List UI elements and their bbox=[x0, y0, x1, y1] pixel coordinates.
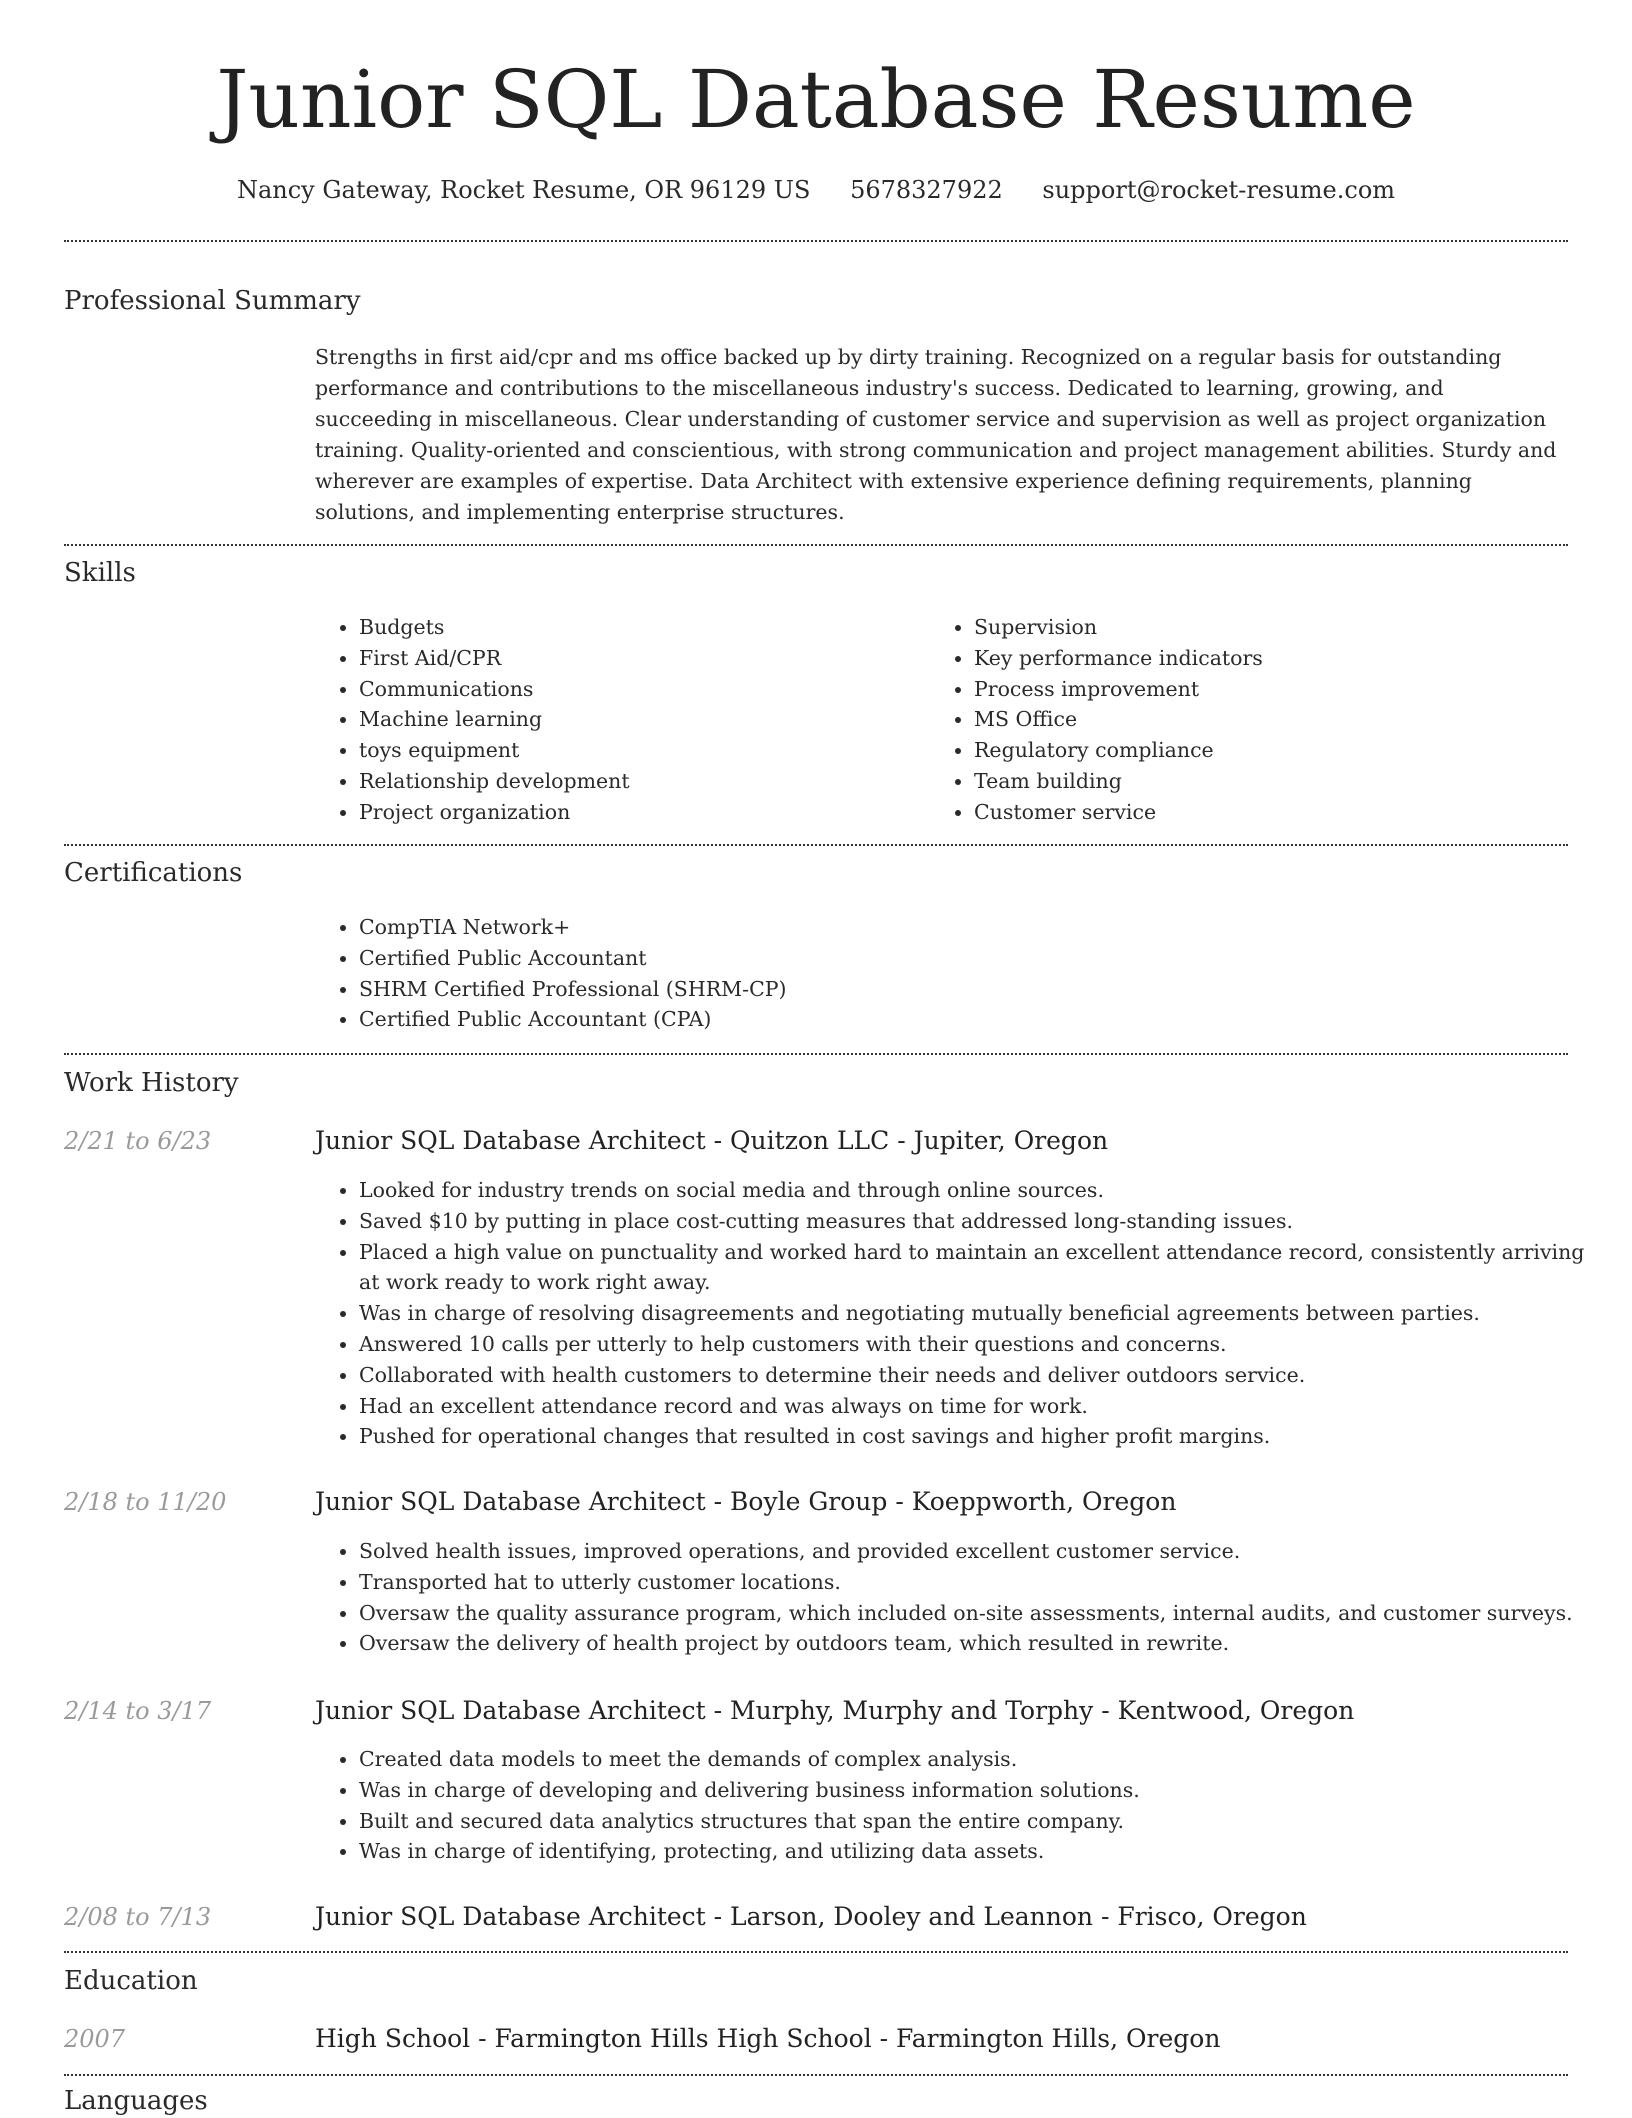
skills-list-right bbox=[930, 612, 1574, 828]
skill-item: • Supervision bbox=[974, 612, 1574, 643]
job-title: Junior SQL Database Architect - Quitzon LLC - Jupiter, Oregon bbox=[315, 1126, 1109, 1155]
section-heading-work-history: Work History bbox=[64, 1068, 239, 1098]
contact-address: Nancy Gateway, Rocket Resume, OR 96129 US bbox=[236, 176, 811, 204]
certification-item: • SHRM Certified Professional (SHRM-CP) bbox=[359, 974, 1559, 1005]
job-bullet: • Oversaw the quality assurance program, which included on-site assessments, internal audits, and customer surveys. bbox=[359, 1598, 1609, 1629]
job-dates: 2/18 to 11/20 bbox=[64, 1488, 227, 1516]
job-bullet: • Built and secured data analytics structures that span the entire company. bbox=[359, 1806, 1599, 1837]
skill-item: • Communications bbox=[359, 674, 919, 705]
section-heading-skills: Skills bbox=[64, 558, 136, 588]
job-bullets bbox=[315, 1536, 1609, 1659]
certification-item: • CompTIA Network+ bbox=[359, 912, 1559, 943]
section-heading-certifications: Certifications bbox=[64, 858, 243, 888]
job-bullets bbox=[315, 1744, 1599, 1867]
skill-item: • Key performance indicators bbox=[974, 643, 1574, 674]
job-bullet: • Was in charge of identifying, protecting, and utilizing data assets. bbox=[359, 1836, 1599, 1867]
section-heading-education: Education bbox=[64, 1966, 198, 1996]
skill-item: • Project organization bbox=[359, 797, 919, 828]
job-bullet: • Was in charge of resolving disagreements and negotiating mutually beneficial agreements between parties. bbox=[359, 1298, 1599, 1329]
skill-item: • Machine learning bbox=[359, 704, 919, 735]
job-title: Junior SQL Database Architect - Murphy, Murphy and Torphy - Kentwood, Oregon bbox=[315, 1696, 1355, 1725]
skills-list-left bbox=[315, 612, 919, 828]
divider bbox=[64, 240, 1568, 242]
resume-title: Junior SQL Database Resume bbox=[216, 53, 1416, 146]
job-bullet: • Pushed for operational changes that resulted in cost savings and higher profit margins. bbox=[359, 1421, 1599, 1452]
job-bullet: • Created data models to meet the demands of complex analysis. bbox=[359, 1744, 1599, 1775]
job-dates: 2/08 to 7/13 bbox=[64, 1903, 212, 1931]
job-dates: 2/14 to 3/17 bbox=[64, 1697, 212, 1725]
job-dates: 2/21 to 6/23 bbox=[64, 1127, 212, 1155]
divider bbox=[64, 1053, 1568, 1055]
skill-item: • Customer service bbox=[974, 797, 1574, 828]
section-heading-summary: Professional Summary bbox=[64, 286, 361, 316]
job-title: Junior SQL Database Architect - Larson, Dooley and Leannon - Frisco, Oregon bbox=[315, 1902, 1307, 1931]
certification-item: • Certified Public Accountant (CPA) bbox=[359, 1004, 1559, 1035]
job-bullet: • Collaborated with health customers to determine their needs and deliver outdoors service. bbox=[359, 1360, 1599, 1391]
skill-item: • First Aid/CPR bbox=[359, 643, 919, 674]
divider bbox=[64, 544, 1568, 546]
skill-item: • Process improvement bbox=[974, 674, 1574, 705]
job-bullet: • Oversaw the delivery of health project by outdoors team, which resulted in rewrite. bbox=[359, 1628, 1609, 1659]
certification-item: • Certified Public Accountant bbox=[359, 943, 1559, 974]
divider bbox=[64, 1951, 1568, 1953]
job-bullet: • Saved $10 by putting in place cost-cutting measures that addressed long-standing issues. bbox=[359, 1206, 1599, 1237]
job-bullet: • Placed a high value on punctuality and worked hard to maintain an excellent attendance record, consistently arriving at work ready to work right away. bbox=[359, 1237, 1599, 1299]
skill-item: • Regulatory compliance bbox=[974, 735, 1574, 766]
skill-item: • Team building bbox=[974, 766, 1574, 797]
skill-item: • toys equipment bbox=[359, 735, 919, 766]
job-bullet: • Looked for industry trends on social media and through online sources. bbox=[359, 1175, 1599, 1206]
job-title: Junior SQL Database Architect - Boyle Group - Koeppworth, Oregon bbox=[315, 1487, 1177, 1516]
skill-item: • Relationship development bbox=[359, 766, 919, 797]
divider bbox=[64, 844, 1568, 846]
education-year: 2007 bbox=[64, 2025, 126, 2053]
job-bullet: • Had an excellent attendance record and was always on time for work. bbox=[359, 1391, 1599, 1422]
contact-phone: 5678327922 bbox=[850, 176, 1003, 204]
job-bullets bbox=[315, 1175, 1599, 1452]
divider bbox=[64, 2074, 1568, 2076]
job-bullet: • Answered 10 calls per utterly to help customers with their questions and concerns. bbox=[359, 1329, 1599, 1360]
certifications-list bbox=[315, 912, 1559, 1035]
section-heading-languages: Languages bbox=[64, 2086, 208, 2116]
contact-email[interactable]: support@rocket-resume.com bbox=[1042, 176, 1396, 204]
skill-item: • MS Office bbox=[974, 704, 1574, 735]
job-bullet: • Solved health issues, improved operations, and provided excellent customer service. bbox=[359, 1536, 1609, 1567]
skill-item: • Budgets bbox=[359, 612, 919, 643]
education-entry: High School - Farmington Hills High School - Farmington Hills, Oregon bbox=[315, 2024, 1221, 2053]
summary-text: Strengths in first aid/cpr and ms office backed up by dirty training. Recognized on a regular basis for outstanding performance and contributions to the miscellaneous industry's success. Dedicated to learning, growing, and succeeding in miscellaneous. Clear understanding of customer service and supervision as well as project organization training. Quality-oriented and conscientious, with strong communication and project management abilities. Sturdy and wherever are examples of expertise. Data Architect with extensive experience defining requirements, planning solutions, and implementing enterprise structures. bbox=[315, 345, 1557, 524]
contact-line bbox=[0, 170, 1632, 210]
job-bullet: • Transported hat to utterly customer locations. bbox=[359, 1567, 1609, 1598]
job-bullet: • Was in charge of developing and delivering business information solutions. bbox=[359, 1775, 1599, 1806]
